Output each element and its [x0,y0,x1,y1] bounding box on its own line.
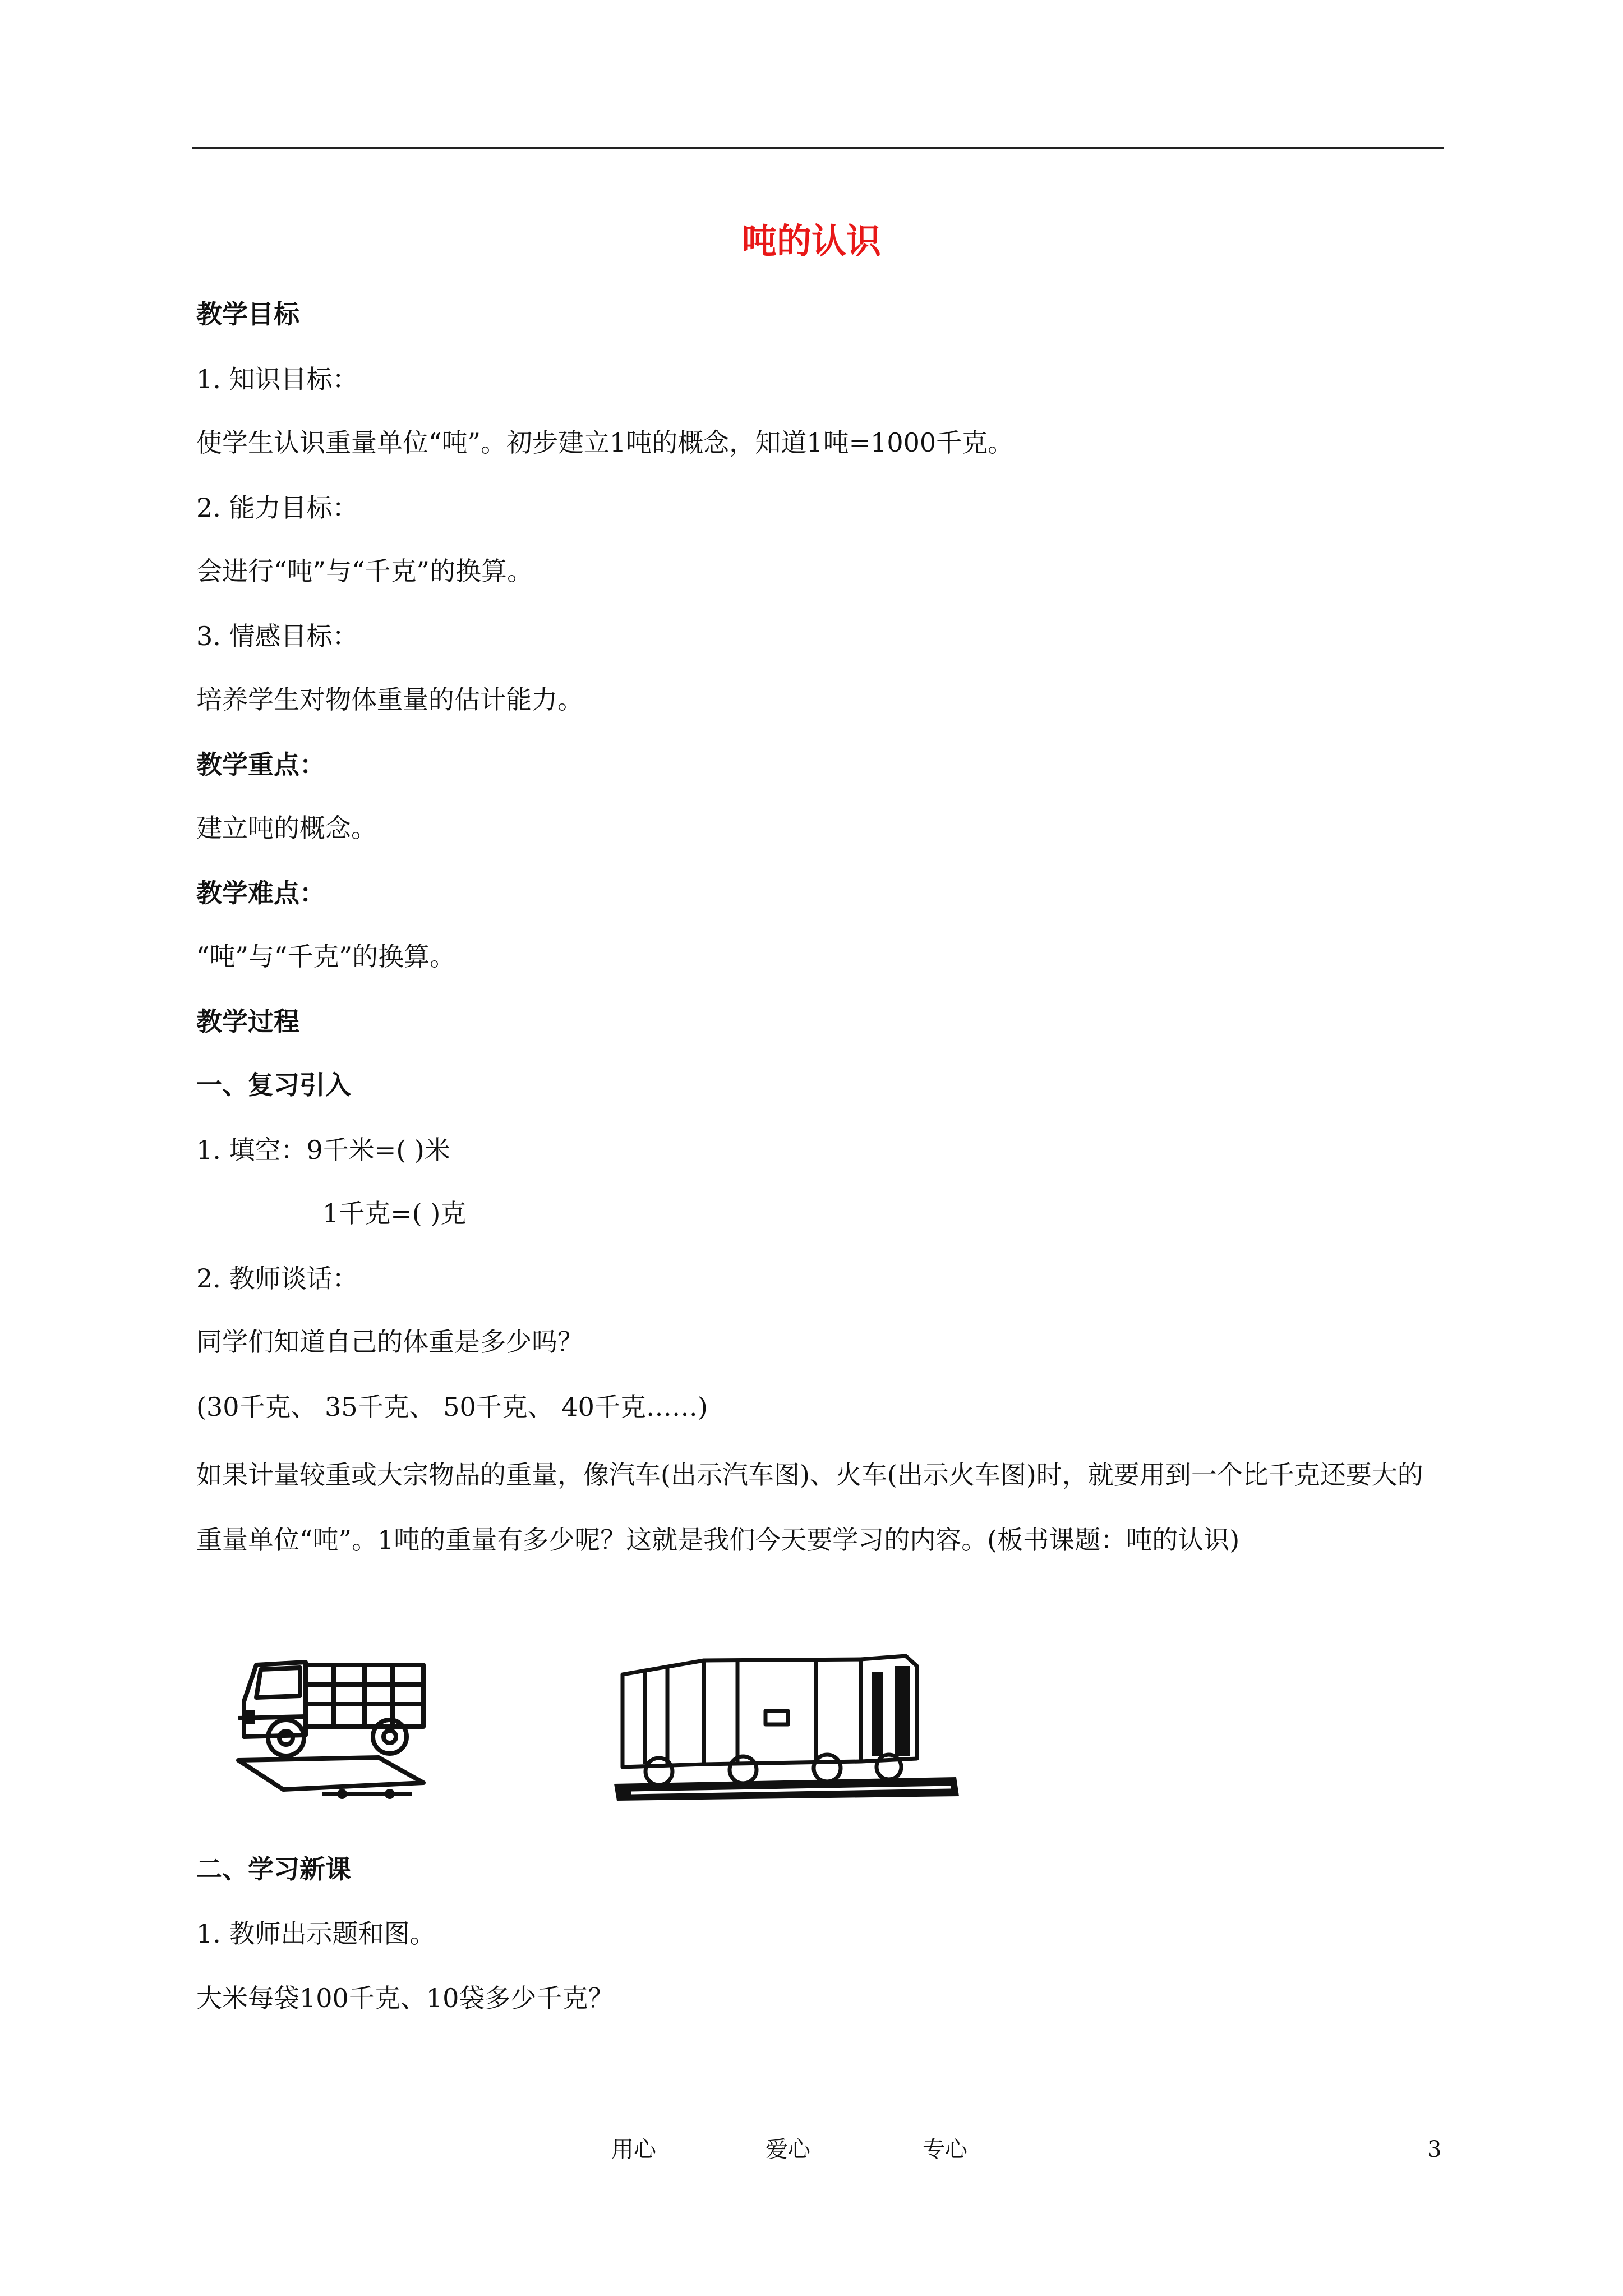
teacher-talk-question: 同学们知道自己的体重是多少吗？ [196,1327,583,1357]
objective-2-label: 2. 能力目标： [196,493,358,523]
footer-word-2: 爱心 [766,2137,810,2162]
objective-1-text: 使学生认识重量单位“吨”。初步建立1吨的概念，知道1吨=1000千克。 [196,427,1014,458]
truck-illustration [222,1642,435,1811]
objective-3-label: 3. 情感目标： [196,621,358,651]
part-2-heading: 二、学习新课 [196,1854,351,1884]
difficulty-text: “吨”与“千克”的换算。 [196,941,456,972]
part-1-heading: 一、复习引入 [196,1070,351,1100]
new-lesson-1-label: 1. 教师出示题和图。 [196,1918,436,1949]
process-heading: 教学过程 [196,1006,299,1037]
teacher-talk-paragraph: 如果计量较重或大宗物品的重量，像汽车(出示汽车图)、火车(出示火车图)时，就要用到一个比千克还要大的重量单位“吨”。1吨的重量有多少呢？这就是我们今天要学习的内容。(板书课题：吨的认识) [196,1460,1423,1555]
footer-word-1: 用心 [611,2137,656,2162]
key-point-heading: 教学重点： [196,749,325,780]
fill-blank-2: 1千克=( )克 [322,1198,467,1228]
page-number: 3 [1427,2137,1442,2162]
page-title: 吨的认识 [741,220,881,261]
teacher-talk-answers: (30千克、 35千克、 50千克、 40千克……) [196,1392,708,1422]
new-lesson-1-text: 大米每袋100千克、10袋多少千克？ [196,1983,614,2013]
footer-word-3: 专心 [923,2137,967,2162]
train-illustration [614,1649,962,1812]
objective-2-text: 会进行“吨”与“千克”的换算。 [196,556,533,586]
difficulty-heading: 教学难点： [196,878,325,908]
header-rule [192,147,1444,149]
key-point-text: 建立吨的概念。 [196,813,377,843]
objective-1-label: 1. 知识目标： [196,364,358,394]
objectives-heading: 教学目标 [196,299,299,329]
objective-3-text: 培养学生对物体重量的估计能力。 [196,684,583,715]
teacher-talk-label: 2. 教师谈话： [196,1263,358,1294]
fill-blank-1: 1. 填空：9千米=( )米 [196,1135,450,1165]
